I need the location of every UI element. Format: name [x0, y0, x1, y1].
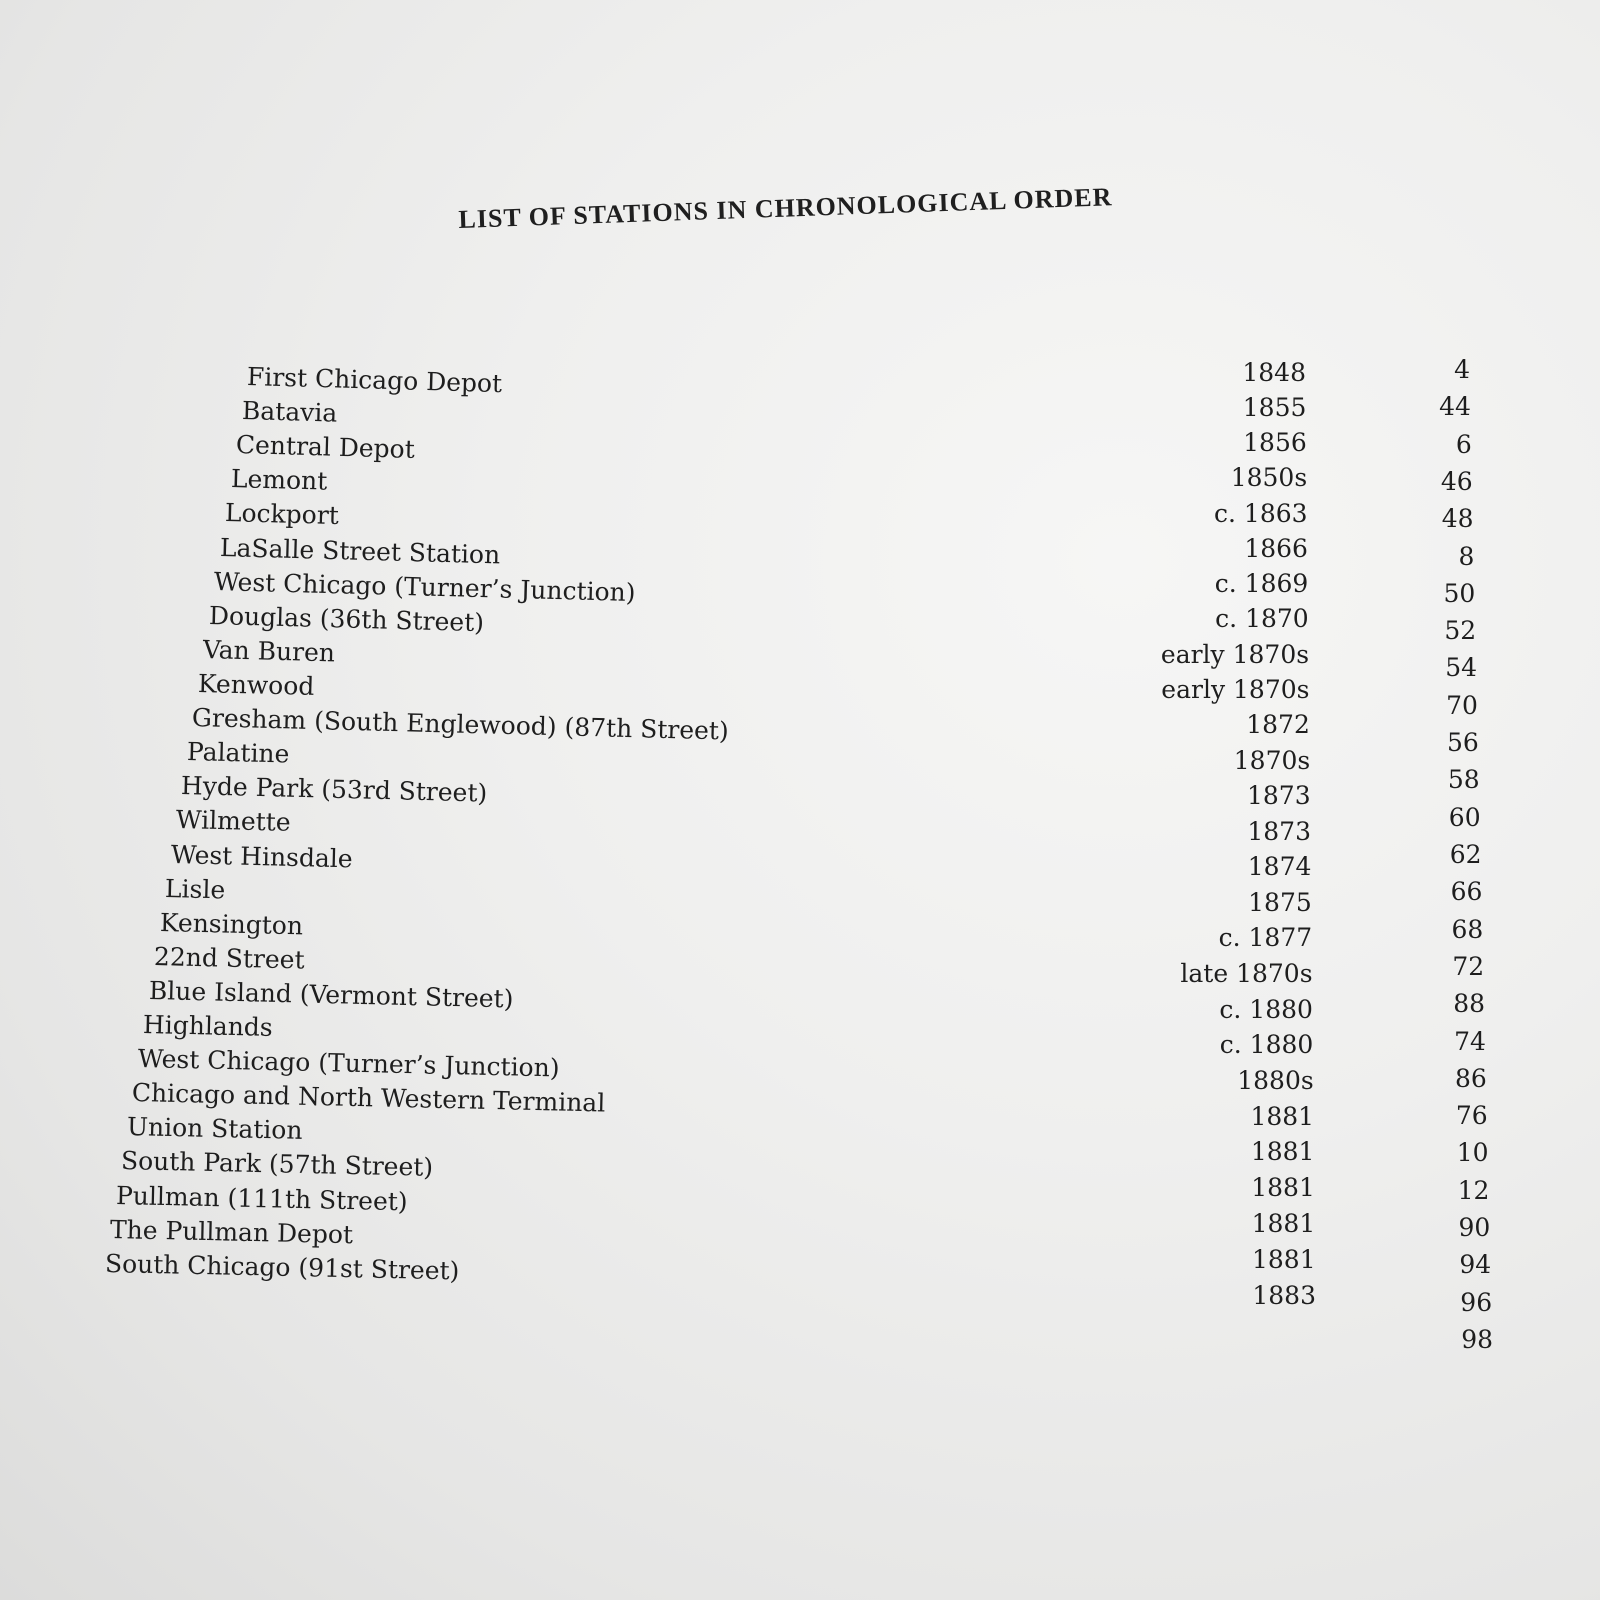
station-name: Central Depot: [235, 430, 416, 465]
station-name: Lisle: [164, 873, 226, 905]
station-name: Kensington: [159, 907, 303, 941]
station-year: 1883: [1252, 1280, 1316, 1310]
station-page-number: 94: [1459, 1250, 1492, 1280]
station-name: 22nd Street: [153, 941, 306, 975]
station-year: 1875: [1248, 887, 1312, 917]
station-name: Kenwood: [197, 668, 315, 701]
station-name: First Chicago Depot: [246, 362, 503, 399]
station-year: c. 1863: [1214, 498, 1308, 528]
station-page-number: 72: [1452, 951, 1485, 981]
station-name: LaSalle Street Station: [219, 532, 501, 569]
station-page-number: 50: [1443, 578, 1476, 608]
station-page-number: 44: [1439, 392, 1471, 422]
station-name: Gresham (South Englewood) (87th Street): [192, 703, 730, 746]
station-year: early 1870s: [1160, 639, 1310, 669]
station-year: 1881: [1250, 1137, 1315, 1167]
station-name: Chicago and North Western Terminal: [131, 1078, 606, 1118]
station-year: 1856: [1243, 428, 1307, 458]
station-page-number: 88: [1453, 989, 1486, 1019]
station-page-number: 4: [1454, 355, 1470, 384]
station-name: West Chicago (Turner’s Junction): [213, 566, 637, 607]
station-year: 1866: [1244, 533, 1308, 563]
station-page-number: 46: [1440, 466, 1473, 496]
station-page-number: 96: [1460, 1287, 1493, 1317]
station-name: Blue Island (Vermont Street): [148, 975, 514, 1014]
station-year: 1881: [1251, 1173, 1315, 1203]
station-name: West Hinsdale: [170, 839, 353, 873]
station-page-number: 10: [1456, 1138, 1489, 1168]
station-year: c. 1870: [1215, 604, 1309, 634]
station-page-number: 12: [1457, 1175, 1490, 1205]
station-year: 1880s: [1237, 1065, 1314, 1095]
station-page-number: 62: [1449, 840, 1482, 869]
station-name: Douglas (36th Street): [208, 600, 485, 637]
station-name: Hyde Park (53rd Street): [181, 771, 489, 808]
station-year: 1874: [1247, 852, 1312, 882]
station-page-number: 98: [1461, 1325, 1493, 1354]
station-page-number: 90: [1458, 1213, 1491, 1243]
page-title: LIST OF STATIONS IN CHRONOLOGICAL ORDER: [458, 182, 1113, 234]
station-name: Lemont: [230, 464, 328, 496]
station-page-number: 52: [1444, 616, 1477, 646]
station-name: South Chicago (91st Street): [104, 1248, 460, 1286]
station-year: 1873: [1247, 781, 1311, 811]
station-name: Batavia: [241, 396, 338, 428]
station-name: Lockport: [224, 498, 340, 531]
station-year: c. 1880: [1219, 994, 1313, 1024]
station-page-number: 6: [1455, 429, 1472, 459]
station-page-number: 86: [1454, 1063, 1487, 1093]
station-year: late 1870s: [1180, 958, 1313, 988]
station-year: early 1870s: [1161, 675, 1310, 705]
station-year: c. 1869: [1214, 569, 1309, 599]
station-year: 1873: [1247, 816, 1311, 846]
station-page-number: 60: [1448, 802, 1481, 832]
station-year: 1850s: [1230, 463, 1308, 493]
station-name: Palatine: [186, 737, 290, 769]
station-name: Van Buren: [202, 634, 336, 668]
station-name: South Park (57th Street): [121, 1146, 434, 1183]
station-year: 1881: [1250, 1101, 1315, 1131]
station-page-number: 58: [1447, 765, 1480, 795]
station-year: 1881: [1251, 1208, 1316, 1238]
station-year: 1848: [1242, 358, 1306, 387]
station-page-number: 56: [1447, 728, 1479, 758]
station-year: 1881: [1252, 1244, 1316, 1274]
station-page-number: 66: [1450, 877, 1483, 907]
station-name: Wilmette: [175, 805, 291, 838]
station-year: c. 1877: [1218, 923, 1313, 953]
station-page-number: 8: [1458, 541, 1475, 571]
station-name: The Pullman Depot: [110, 1214, 354, 1249]
station-name: Union Station: [126, 1112, 303, 1146]
station-page-number: 74: [1454, 1026, 1486, 1056]
station-year: 1870s: [1233, 745, 1311, 775]
station-page-number: 54: [1445, 653, 1478, 683]
station-year: 1872: [1246, 710, 1310, 740]
station-year: 1855: [1242, 393, 1307, 423]
station-name: Pullman (111th Street): [115, 1180, 408, 1216]
station-year: c. 1880: [1219, 1030, 1314, 1060]
station-name: West Chicago (Turner’s Junction): [137, 1044, 560, 1083]
station-page-number: 76: [1455, 1101, 1488, 1131]
station-page-number: 70: [1446, 690, 1478, 720]
station-page-number: 68: [1451, 914, 1484, 944]
station-page-number: 48: [1441, 504, 1474, 534]
station-name: Highlands: [142, 1010, 274, 1042]
